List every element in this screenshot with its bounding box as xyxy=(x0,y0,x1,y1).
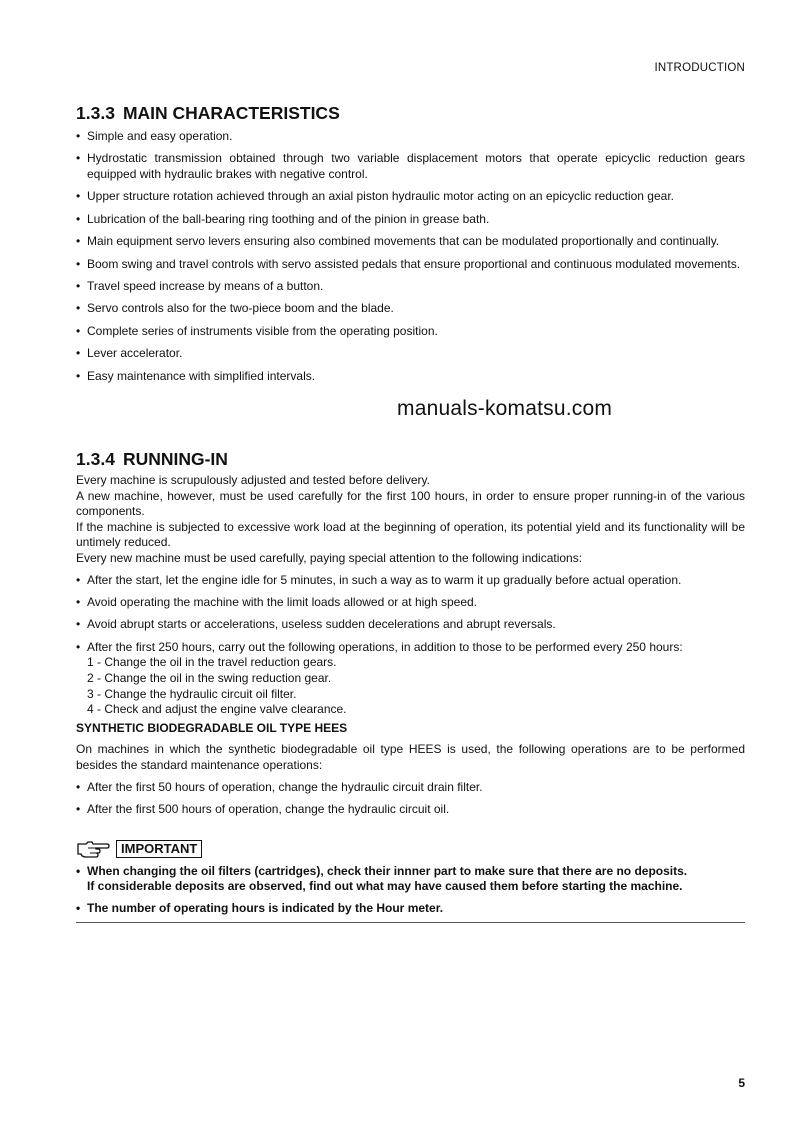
list-item: • Avoid abrupt starts or accelerations, useless sudden decelerations and abrupt reversals. xyxy=(76,617,745,633)
paragraph: If the machine is subjected to excessive work load at the beginning of operation, its potential yield and its functionality will be untimely reduced. xyxy=(76,519,745,550)
subheading-hees: SYNTHETIC BIODEGRADABLE OIL TYPE HEES xyxy=(76,720,348,735)
step-item: 3 - Change the hydraulic circuit oil filter. xyxy=(87,686,297,701)
characteristics-list xyxy=(76,129,745,384)
important-label: IMPORTANT xyxy=(116,840,202,858)
page-number: 5 xyxy=(738,1076,745,1090)
paragraph: Every new machine must be used carefully, paying special attention to the following indications: xyxy=(76,551,583,566)
step-item: 2 - Change the oil in the swing reduction gear. xyxy=(87,671,332,686)
list-item: • Lubrication of the ball-bearing ring toothing and of the pinion in grease bath. xyxy=(76,212,745,228)
list-item xyxy=(76,864,745,895)
intro-paragraphs xyxy=(76,473,745,567)
list-item: • Hydrostatic transmission obtained through two variable displacement motors that operate epicyclic reduction gears equipped with hydraulic brakes with negative control. xyxy=(76,151,745,182)
list-item: • Boom swing and travel controls with servo assisted pedals that ensure proportional and continuous modulated movements. xyxy=(76,257,745,273)
list-item: • Travel speed increase by means of a button. xyxy=(76,279,745,295)
important-text-line1: • When changing the oil filters (cartridges), check their innner part to make sure that there are no deposits. xyxy=(87,863,688,878)
section-number: 1.3.3 xyxy=(76,103,115,123)
section-main-characteristics xyxy=(76,102,745,384)
watermark-text: manuals-komatsu.com xyxy=(397,397,613,420)
step-item: 1 - Change the oil in the travel reduction gears. xyxy=(87,655,337,670)
section-running-in xyxy=(76,448,745,817)
list-item-text: After the first 250 hours, carry out the following operations, in addition to those to be performed every 250 hours: xyxy=(87,639,683,654)
steps-list xyxy=(87,655,745,717)
paragraph: Every machine is scrupulously adjusted and tested before delivery. xyxy=(76,473,430,488)
section-title xyxy=(76,448,745,470)
section-title-text: RUNNING-IN xyxy=(122,449,228,470)
paragraph: A new machine, however, must be used carefully for the first 100 hours, in order to ensure proper running-in of the various components. xyxy=(76,488,745,519)
list-item: • After the first 500 hours of operation, change the hydraulic circuit oil. xyxy=(76,802,745,818)
list-item: • After the first 50 hours of operation, change the hydraulic circuit drain filter. xyxy=(76,780,745,796)
section-title-text: MAIN CHARACTERISTICS xyxy=(122,103,340,123)
step-item: 4 - Check and adjust the engine valve clearance. xyxy=(87,702,347,717)
section-number: 1.3.4 xyxy=(76,449,115,470)
important-tag xyxy=(76,840,745,858)
page-content xyxy=(76,102,745,923)
list-item: • Complete series of instruments visible from the operating position. xyxy=(76,324,745,340)
list-item: • Avoid operating the machine with the limit loads allowed or at high speed. xyxy=(76,595,745,611)
list-item: • Simple and easy operation. xyxy=(76,129,745,145)
divider xyxy=(76,922,745,923)
running-in-list xyxy=(76,573,745,718)
paragraph-hees: On machines in which the synthetic biodegradable oil type HEES is used, the following operations are to be performed besides the standard maintenance operations: xyxy=(76,742,745,772)
list-item: • Main equipment servo levers ensuring also combined movements that can be modulated proportionally and continually. xyxy=(76,234,745,250)
list-item: • Lever accelerator. xyxy=(76,346,745,362)
section-title xyxy=(76,102,745,124)
list-item xyxy=(76,640,745,718)
list-item: • The number of operating hours is indicated by the Hour meter. xyxy=(76,901,745,917)
important-list xyxy=(76,864,745,917)
list-item: • Servo controls also for the two-piece boom and the blade. xyxy=(76,301,745,317)
pointing-hand-icon xyxy=(76,840,110,858)
list-item: • Easy maintenance with simplified intervals. xyxy=(76,369,745,385)
list-item: • Upper structure rotation achieved through an axial piston hydraulic motor acting on an epicyclic reduction gear. xyxy=(76,189,745,205)
important-notice xyxy=(76,840,745,924)
page-header-section: INTRODUCTION xyxy=(654,62,745,74)
important-text-line2: If considerable deposits are observed, find out what may have caused them before starting the machine. xyxy=(87,879,683,894)
list-item: • After the start, let the engine idle for 5 minutes, in such a way as to warm it up gradually before actual operation. xyxy=(76,573,745,589)
hees-list xyxy=(76,780,745,818)
